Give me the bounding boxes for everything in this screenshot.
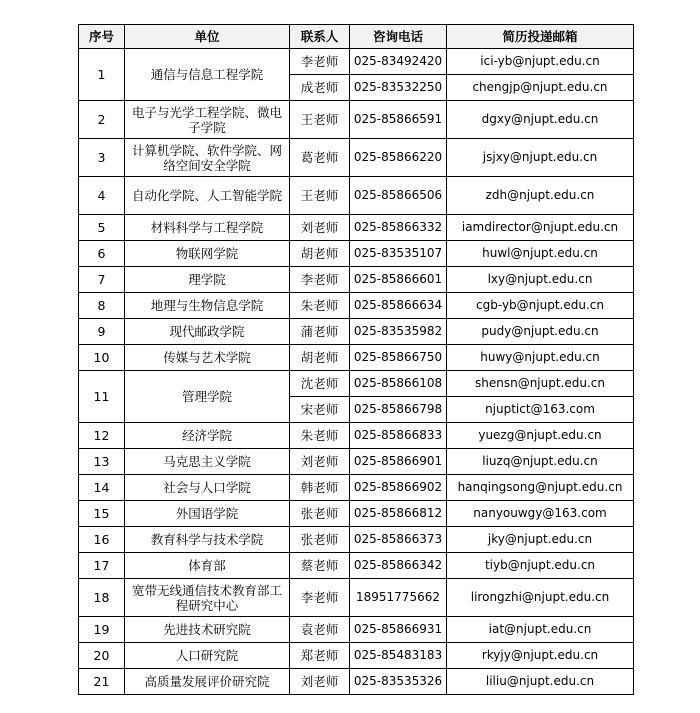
contact-name: 刘老师: [290, 449, 350, 475]
row-number: 16: [79, 527, 125, 553]
row-number: 21: [79, 669, 125, 695]
table-row: [79, 449, 634, 475]
unit-name: 经济学院: [125, 423, 290, 449]
row-number: 5: [79, 215, 125, 241]
unit-name: 现代邮政学院: [125, 319, 290, 345]
table-row: [79, 643, 634, 669]
contact-phone: 025-85866750: [350, 345, 447, 371]
contact-email: iamdirector@njupt.edu.cn: [447, 215, 634, 241]
contact-email: hanqingsong@njupt.edu.cn: [447, 475, 634, 501]
contact-email: liuzq@njupt.edu.cn: [447, 449, 634, 475]
unit-name: 计算机学院、软件学院、网络空间安全学院: [125, 139, 290, 177]
contact-email: ici-yb@njupt.edu.cn: [447, 49, 634, 75]
contact-name: 蒲老师: [290, 319, 350, 345]
row-number: 6: [79, 241, 125, 267]
contact-email: jky@njupt.edu.cn: [447, 527, 634, 553]
contact-name: 沈老师: [290, 371, 350, 397]
table-row: [79, 527, 634, 553]
row-number: 20: [79, 643, 125, 669]
table-row: [79, 669, 634, 695]
unit-name: 管理学院: [125, 371, 290, 423]
table-row: [79, 293, 634, 319]
contact-name: 张老师: [290, 527, 350, 553]
unit-name: 自动化学院、人工智能学院: [125, 177, 290, 215]
contact-name: 成老师: [290, 75, 350, 101]
row-number: 17: [79, 553, 125, 579]
contact-email: shensn@njupt.edu.cn: [447, 371, 634, 397]
contact-name: 朱老师: [290, 293, 350, 319]
contact-phone: 025-83535107: [350, 241, 447, 267]
contact-email: rkyjy@njupt.edu.cn: [447, 643, 634, 669]
table-row: [79, 501, 634, 527]
table-body: [79, 49, 634, 695]
table-row: [79, 579, 634, 617]
contact-phone: 025-85866373: [350, 527, 447, 553]
table-row: [79, 49, 634, 75]
row-number: 3: [79, 139, 125, 177]
unit-name: 教育科学与技术学院: [125, 527, 290, 553]
header-unit: 单位: [125, 25, 290, 49]
row-number: 12: [79, 423, 125, 449]
table-row: [79, 177, 634, 215]
table-row: [79, 267, 634, 293]
table-row: [79, 371, 634, 397]
unit-name: 宽带无线通信技术教育部工程研究中心: [125, 579, 290, 617]
contact-name: 刘老师: [290, 215, 350, 241]
contact-phone: 025-85866220: [350, 139, 447, 177]
table-row: [79, 139, 634, 177]
contact-email: liliu@njupt.edu.cn: [447, 669, 634, 695]
contact-email: lxy@njupt.edu.cn: [447, 267, 634, 293]
contact-phone: 025-85866902: [350, 475, 447, 501]
table-row: [79, 101, 634, 139]
unit-name: 通信与信息工程学院: [125, 49, 290, 101]
table-header: [79, 25, 634, 49]
contact-phone: 025-85483183: [350, 643, 447, 669]
contact-phone: 025-85866108: [350, 371, 447, 397]
contact-phone: 025-85866506: [350, 177, 447, 215]
header-row: [79, 25, 634, 49]
header-no: 序号: [79, 25, 125, 49]
contact-phone: 025-85866332: [350, 215, 447, 241]
contact-name: 胡老师: [290, 241, 350, 267]
contact-email: njuptict@163.com: [447, 397, 634, 423]
unit-name: 外国语学院: [125, 501, 290, 527]
unit-name: 电子与光学工程学院、微电子学院: [125, 101, 290, 139]
contact-email: lirongzhi@njupt.edu.cn: [447, 579, 634, 617]
contact-phone: 025-83535982: [350, 319, 447, 345]
contact-email: yuezg@njupt.edu.cn: [447, 423, 634, 449]
contact-name: 宋老师: [290, 397, 350, 423]
unit-name: 材料科学与工程学院: [125, 215, 290, 241]
contact-phone: 025-85866634: [350, 293, 447, 319]
row-number: 2: [79, 101, 125, 139]
row-number: 11: [79, 371, 125, 423]
table-row: [79, 553, 634, 579]
row-number: 4: [79, 177, 125, 215]
row-number: 9: [79, 319, 125, 345]
table-row: [79, 617, 634, 643]
header-contact: 联系人: [290, 25, 350, 49]
contact-email: cgb-yb@njupt.edu.cn: [447, 293, 634, 319]
unit-name: 人口研究院: [125, 643, 290, 669]
contact-email: nanyouwgy@163.com: [447, 501, 634, 527]
unit-name: 体育部: [125, 553, 290, 579]
contact-email: iat@njupt.edu.cn: [447, 617, 634, 643]
contact-phone: 025-85866591: [350, 101, 447, 139]
contact-name: 朱老师: [290, 423, 350, 449]
row-number: 15: [79, 501, 125, 527]
table-row: [79, 423, 634, 449]
contact-phone: 025-83535326: [350, 669, 447, 695]
contact-phone: 025-85866812: [350, 501, 447, 527]
contact-phone: 025-85866342: [350, 553, 447, 579]
row-number: 8: [79, 293, 125, 319]
table-row: [79, 475, 634, 501]
contacts-table: [78, 24, 634, 695]
contact-name: 胡老师: [290, 345, 350, 371]
contact-email: zdh@njupt.edu.cn: [447, 177, 634, 215]
header-phone: 咨询电话: [350, 25, 447, 49]
contact-phone: 025-85866833: [350, 423, 447, 449]
table-row: [79, 241, 634, 267]
contact-email: chengjp@njupt.edu.cn: [447, 75, 634, 101]
unit-name: 理学院: [125, 267, 290, 293]
contact-email: dgxy@njupt.edu.cn: [447, 101, 634, 139]
contact-name: 韩老师: [290, 475, 350, 501]
contact-phone: 025-85866901: [350, 449, 447, 475]
unit-name: 社会与人口学院: [125, 475, 290, 501]
row-number: 19: [79, 617, 125, 643]
contact-email: jsjxy@njupt.edu.cn: [447, 139, 634, 177]
contact-name: 李老师: [290, 579, 350, 617]
row-number: 14: [79, 475, 125, 501]
row-number: 1: [79, 49, 125, 101]
unit-name: 马克思主义学院: [125, 449, 290, 475]
contact-name: 王老师: [290, 101, 350, 139]
contact-phone: 025-85866798: [350, 397, 447, 423]
table-row: [79, 319, 634, 345]
contact-name: 李老师: [290, 49, 350, 75]
row-number: 10: [79, 345, 125, 371]
contact-name: 郑老师: [290, 643, 350, 669]
contact-phone: 18951775662: [350, 579, 447, 617]
unit-name: 物联网学院: [125, 241, 290, 267]
table-row: [79, 215, 634, 241]
contact-name: 王老师: [290, 177, 350, 215]
unit-name: 传媒与艺术学院: [125, 345, 290, 371]
contact-phone: 025-83492420: [350, 49, 447, 75]
contact-email: tiyb@njupt.edu.cn: [447, 553, 634, 579]
contact-name: 袁老师: [290, 617, 350, 643]
unit-name: 地理与生物信息学院: [125, 293, 290, 319]
contact-phone: 025-83532250: [350, 75, 447, 101]
contact-email: pudy@njupt.edu.cn: [447, 319, 634, 345]
row-number: 13: [79, 449, 125, 475]
contact-phone: 025-85866931: [350, 617, 447, 643]
row-number: 18: [79, 579, 125, 617]
header-email: 简历投递邮箱: [447, 25, 634, 49]
contact-email: huwy@njupt.edu.cn: [447, 345, 634, 371]
contact-name: 蔡老师: [290, 553, 350, 579]
row-number: 7: [79, 267, 125, 293]
contact-name: 刘老师: [290, 669, 350, 695]
contact-name: 葛老师: [290, 139, 350, 177]
contact-email: huwl@njupt.edu.cn: [447, 241, 634, 267]
contact-phone: 025-85866601: [350, 267, 447, 293]
contact-name: 张老师: [290, 501, 350, 527]
unit-name: 高质量发展评价研究院: [125, 669, 290, 695]
unit-name: 先进技术研究院: [125, 617, 290, 643]
contact-name: 李老师: [290, 267, 350, 293]
table-row: [79, 345, 634, 371]
